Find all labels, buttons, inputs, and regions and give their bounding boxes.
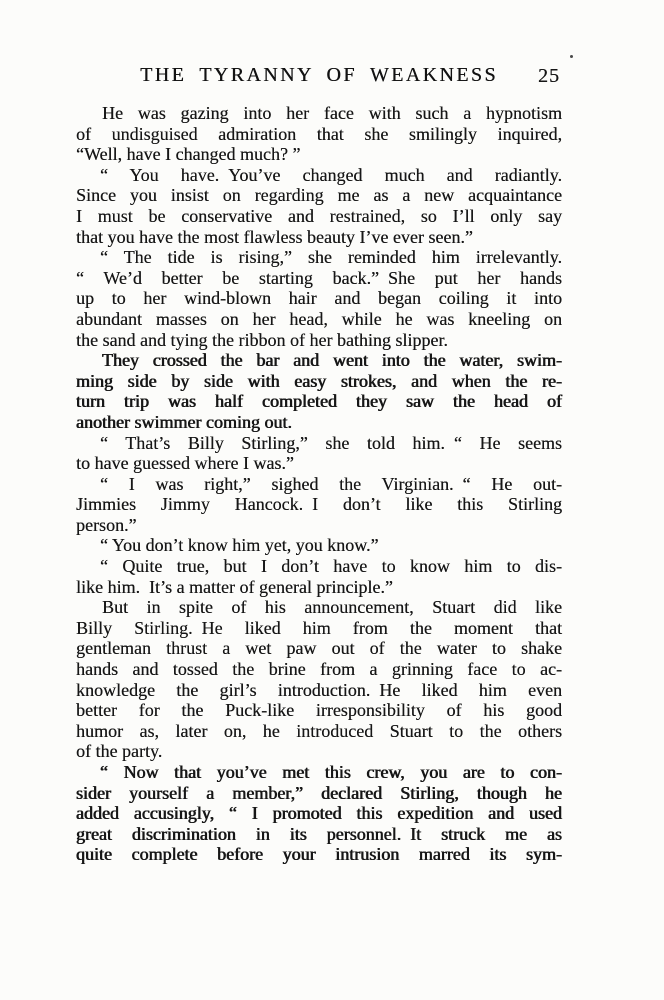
text-line: gentleman thrust a wet paw out of the water to shake (76, 638, 562, 659)
paragraph (76, 556, 562, 597)
text-line: “ The tide is rising,” she reminded him irrelevantly. (100, 247, 562, 268)
text-line: of the party. (76, 741, 163, 762)
text-line: “ We’d better be starting back.” She put her hands (76, 267, 562, 288)
text-line: “ That’s Billy Stirling,” she told him. “ He seems (100, 432, 562, 453)
page-number: 25 (538, 65, 560, 87)
text-line: Since you insist on regarding me as a new acquaintance (76, 185, 562, 206)
text-line: another swimmer coming out. (76, 411, 292, 432)
text-line: Jimmies Jimmy Hancock. I don’t like this Stirling (76, 494, 562, 515)
paragraph (76, 350, 562, 432)
paragraph (76, 247, 562, 350)
text-line: the sand and tying the ribbon of her bathing slipper. (76, 329, 448, 350)
text-line: humor as, later on, he introduced Stuart to the others (76, 720, 562, 741)
text-line: “ I was right,” sighed the Virginian. “ He out- (100, 473, 562, 494)
text-line: “ You don’t know him yet, you know.” (100, 535, 379, 556)
text-line: like him. It’s a matter of general principle.” (76, 576, 393, 597)
text-line: of undisguised admiration that she smilingly inquired, (76, 123, 562, 144)
text-line: better for the Puck-like irresponsibility of his good (76, 700, 562, 721)
paragraph (76, 165, 562, 247)
page-body (76, 103, 562, 865)
text-line: quite complete before your intrusion marred its sym- (76, 844, 562, 865)
paragraph (76, 762, 562, 865)
running-title: THE TYRANNY OF WEAKNESS (140, 64, 498, 86)
text-line: up to her wind-blown hair and began coiling it into (76, 288, 562, 309)
text-line: knowledge the girl’s introduction. He liked him even (76, 679, 562, 700)
text-line: great discrimination in its personnel. It struck me as (76, 823, 562, 844)
text-line: “ You have. You’ve changed much and radiantly. (100, 164, 562, 185)
text-line: “ Now that you’ve met this crew, you are to con- (100, 762, 562, 782)
paragraph (76, 535, 562, 556)
text-line: I must be conservative and restrained, so I’ll only say (76, 205, 562, 226)
text-line: turn trip was half completed they saw the head of (76, 391, 562, 412)
text-line: person.” (76, 514, 137, 535)
paragraph (76, 474, 562, 536)
text-line: hands and tossed the brine from a grinning face to ac- (76, 659, 562, 680)
text-line: abundant masses on her head, while he was kneeling on (76, 308, 562, 329)
text-line: sider yourself a member,” declared Stirling, though he (76, 782, 562, 803)
text-line: that you have the most flawless beauty I’ve ever seen.” (76, 226, 473, 247)
text-line: “ Quite true, but I don’t have to know him to dis- (100, 556, 562, 577)
text-line: Billy Stirling. He liked him from the moment that (76, 617, 562, 638)
text-line: They crossed the bar and went into the water, swim- (102, 350, 562, 371)
ink-speck (570, 55, 573, 58)
text-line: added accusingly, “ I promoted this expedition and used (76, 803, 562, 824)
paragraph (76, 433, 562, 474)
paragraph (76, 103, 562, 165)
text-line: “Well, have I changed much? ” (76, 144, 301, 165)
text-line: But in spite of his announcement, Stuart did like (102, 597, 562, 618)
text-line: He was gazing into her face with such a hypnotism (102, 103, 562, 123)
page-header (76, 64, 562, 90)
text-line: ming side by side with easy strokes, and when the re- (76, 370, 562, 391)
text-line: to have guessed where I was.” (76, 453, 294, 474)
paragraph (76, 597, 562, 762)
